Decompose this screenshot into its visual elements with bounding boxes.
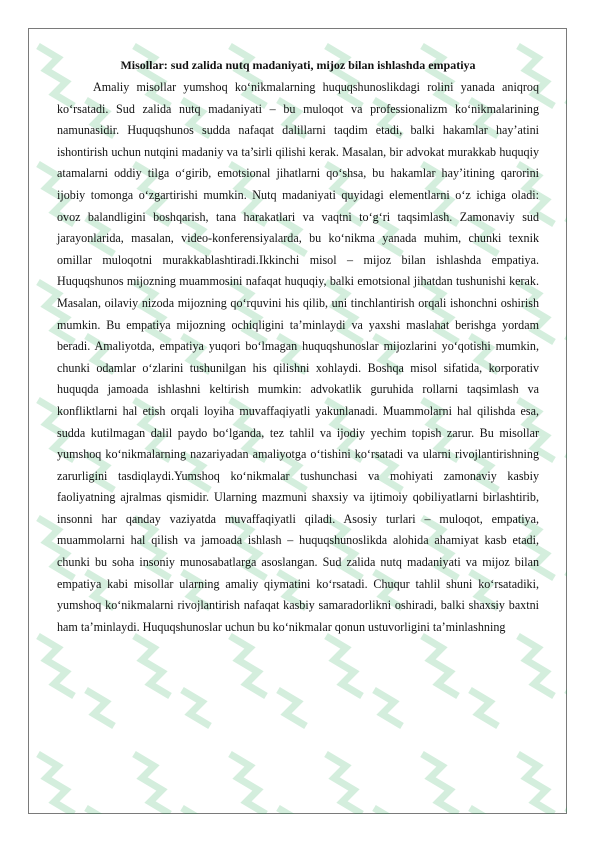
document-content xyxy=(57,56,539,638)
body-paragraph: Amaliy misollar yumshoq ko‘nikmalarning huquqshunoslikdagi rolini yanada aniqroq ko‘rsatadi. Sud zalida nutq madaniyati – bu muloqot va professionalizm ko‘nikmalarining namunasidir. Huquqshunos sudda nafaqat dalillarni taqdim etadi, balki hakamlar hay’atini ishontirish uchun nutqini madaniy va ta’sirli qilishi kerak. Masalan, bir advokat murakkab huquqiy atamalarni oddiy tilga o‘girib, emotsional jihatlarni qo‘shsa, bu hakamlar hay’itining qarorini ijobiy tomonga o‘zgartirishi mumkin. Nutq madaniyati quyidagi elementlarni o‘z ichiga oladi: ovoz balandligini boshqarish, tana harakatlari va vaqtni to‘g‘ri taqsimlash. Zamonaviy sud jarayonlarida, masalan, video-konferensiyalarda, bu ko‘nikma yanada muhim, chunki texnik omillar muloqotni murakkablashtiradi.Ikkinchi misol – mijoz bilan ishlashda empatiya. Huquqshunos mijozning muammosini nafaqat huquqiy, balki emotsional jihatdan tushunishi kerak. Masalan, oilaviy nizoda mijozning qo‘rquvini his qilib, uni tinchlantirish orqali ishonchni oshirish mumkin. Bu empatiya mijozning ochiqligini ta’minlaydi va yaxshi maslahat berishga yordam beradi. Amaliyotda, empatiya yuqori bo‘lmagan huquqshunoslar mijozlarini yo‘qotishi mumkin, chunki odamlar o‘zlarini tushunilgan his qilishni xohlaydi. Boshqa misol sifatida, korporativ huquqda jamoada ishlashni keltirish mumkin: advokatlik guruhida rollarni taqsimlash va konfliktlarni hal etish orqali loyiha muvaffaqiyatli yakunlanadi. Muammolarni hal qilishda esa, sudda kutilmagan dalil paydo bo‘lganda, tez tahlil va ijodiy yechim topish zarur. Bu misollar yumshoq ko‘nikmalarning nazariyadan amaliyotga o‘tishini ko‘rsatadi va ularni rivojlantirishning zarurligini tasdiqlaydi.Yumshoq ko‘nikmalar tushunchasi va mohiyati zamonaviy kasbiy faoliyatning ajralmas qismidir. Ularning mazmuni shaxsiy va ijtimoiy qobiliyatlarni birlashtirib, insonni har qanday vaziyatda muvaffaqiyatli qiladi. Asosiy turlari – muloqot, empatiya, muammolarni hal qilish va jamoada ishlash – huquqshunoslikda alohida ahamiyat kasb etadi, chunki bu soha insoniy munosabatlarga asoslangan. Sud zalida nutq madaniyati va mijoz bilan empatiya kabi misollar ularning amaliy qiymatini ko‘rsatadi. Chuqur tahlil shuni ko‘rsatadiki, yumshoq ko‘nikmalarni rivojlantirish nafaqat kasbiy samaradorlikni oshiradi, balki shaxsiy baxtni ham ta’minlaydi. Huquqshunoslar uchun bu ko‘nikmalar qonun ustuvorligini ta’minlashning xyxy=(57,80,539,634)
page-title: Misollar: sud zalida nutq madaniyati, mijoz bilan ishlashda empatiya xyxy=(120,58,476,72)
